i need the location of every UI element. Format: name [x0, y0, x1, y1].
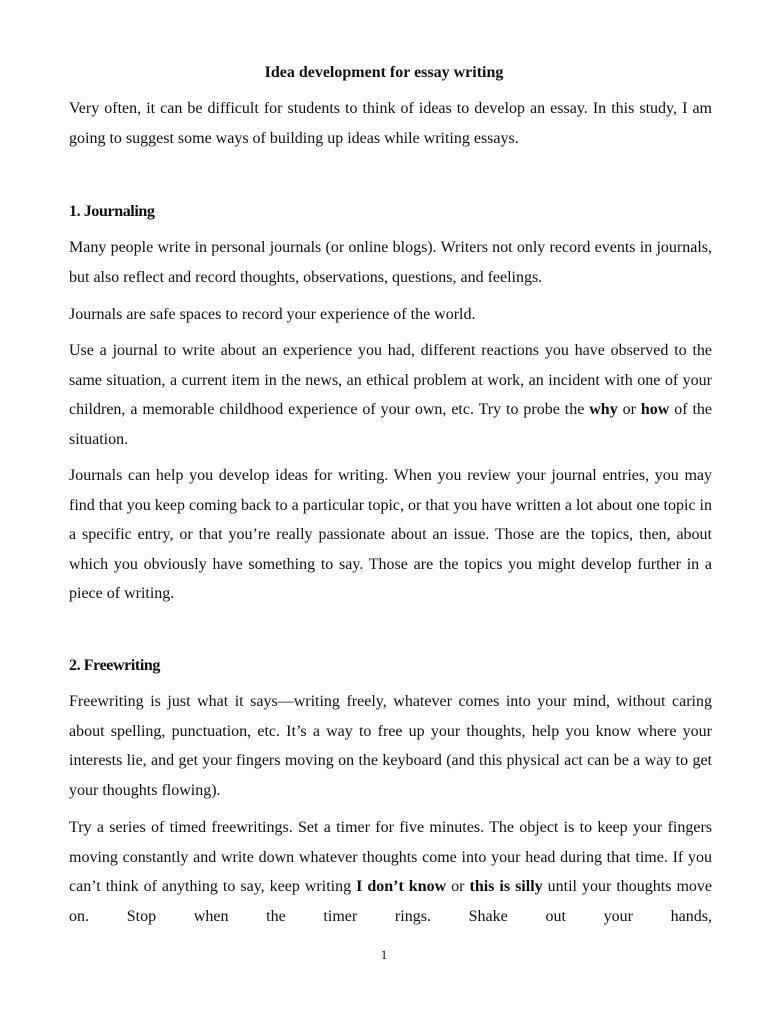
freewriting-p2-mid: or	[446, 878, 470, 895]
journaling-paragraph-3	[69, 336, 712, 454]
freewriting-paragraph-1: Freewriting is just what it says—writing freely, whatever comes into your mind, without caring about spelling, punctuation, etc. It’s a way to free up your thoughts, help you know where your interests lie, and get your fingers moving on the keyboard (and this physical act can be a way to get your thoughts flowing).	[69, 693, 712, 799]
journaling-p3-end: of the situation.	[69, 401, 713, 448]
journaling-paragraph-2: Journals are safe spaces to record your experience of the world.	[69, 306, 476, 323]
freewriting-p2-end: until your thoughts move on. Stop when the timer rings. Shake out your hands,	[69, 878, 713, 925]
journaling-p3-text: Use a journal to write about an experience you had, different reactions you have observed to the same situation, a current item in the news, an ethical problem at work, an incident with one of your children, a memorable childhood experience of your own, etc. Try to probe the	[69, 342, 712, 418]
journaling-paragraph-4: Journals can help you develop ideas for writing. When you review your journal entries, you may find that you keep coming back to a particular topic, or that you have written a lot about one topic in a specific entry, or that you’re really passionate about an issue. Those are the topics, then, about which you obviously have something to say. Those are the topics you might develop further in a piece of writing.	[69, 467, 712, 602]
journaling-p3-mid: or	[617, 401, 641, 418]
freewriting-paragraph-2	[69, 813, 712, 931]
emphasis-how: how	[640, 401, 670, 418]
emphasis-why: why	[589, 401, 618, 418]
page-number: 1	[380, 947, 388, 962]
document-title: Idea development for essay writing	[264, 64, 504, 81]
emphasis-i-dont-know: I don’t know	[356, 878, 447, 895]
emphasis-this-is-silly: this is silly	[469, 878, 543, 895]
journaling-paragraph-1: Many people write in personal journals (or online blogs). Writers not only record events in journals, but also reflect and record thoughts, observations, questions, and feelings.	[69, 239, 712, 286]
freewriting-p2-text: Try a series of timed freewritings. Set a timer for five minutes. The object is to keep your fingers moving constantly and write down whatever thoughts come into your head during that time. If you can’t think of anything to say, keep writing	[69, 819, 712, 895]
intro-paragraph: Very often, it can be difficult for students to think of ideas to develop an essay. In this study, I am going to suggest some ways of building up ideas while writing essays.	[69, 100, 712, 147]
section-heading-freewriting: 2. Freewriting	[69, 657, 160, 674]
section-heading-journaling: 1. Journaling	[69, 203, 155, 220]
